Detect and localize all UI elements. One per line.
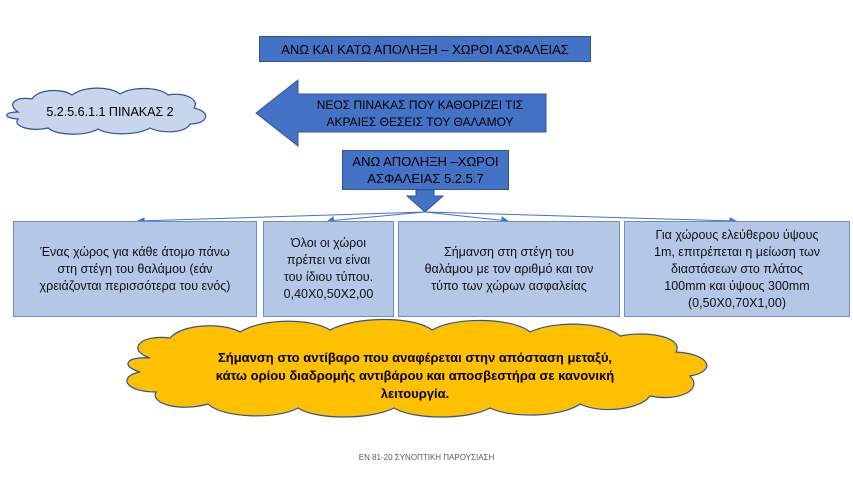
note-cloud-line-2: κάτω ορίου διαδρομής αντιβάρου και αποσβεστήρα σε κανονική [215,368,615,383]
card-2-line-2: πρέπει να είναι [286,253,371,267]
card-roof-marking [398,221,620,317]
card-4-line-4: 100mm και ύψους 300mm [664,278,810,293]
card-same-type [263,221,394,317]
note-cloud-line-3: λειτουργία. [380,386,450,401]
card-2-line-4: 0,40Χ0,50Χ2,00 [283,287,374,301]
slide-title [259,36,591,62]
subheading-line-2: ΑΣΦΑΛΕΙΑΣ 5.2.5.7 [367,171,484,186]
card-3-line-1: Σήμανση στη στέγη του [443,244,575,259]
card-1-line-2: στη στέγη του θαλάμου (εάν [57,261,213,276]
card-3-line-2: θαλάμου με τον αριθμό και τον [424,261,594,276]
card-4-line-5: (0,50Χ0,70Χ1,00) [688,295,786,310]
arrow-text-line-1: ΝΕΟΣ ΠΙΝΑΚΑΣ ΠΟΥ ΚΑΘΟΡΙΖΕΙ ΤΙΣ [316,98,524,112]
card-1-line-3: χρειάζονται περισσότερα του ενός) [39,278,231,293]
note-cloud [127,320,707,418]
card-reduced-dimensions [624,221,850,317]
card-1-line-1: Ένας χώρος για κάθε άτομο πάνω [40,244,230,259]
down-arrow-shape [407,190,443,212]
subheading-line-1: ΑΝΩ ΑΠΟΛΗΞΗ –ΧΩΡΟΙ [352,154,499,169]
slide-title-text: ΑΝΩ ΚΑΙ ΚΑΤΩ ΑΠΟΛΗΞΗ – ΧΩΡΟΙ ΑΣΦΑΛΕΙΑΣ [281,41,569,57]
subheading-box [342,150,509,190]
left-arrow-shape [256,80,546,146]
reference-cloud [7,88,206,134]
reference-cloud-text: 5.2.5.6.1.1 ΠΙΝΑΚΑΣ 2 [46,105,174,119]
slide-footer: ΕΝ 81-20 ΣΥΝΟΠΤΙΚΗ ΠΑΡΟΥΣΙΑΣΗ [358,453,495,462]
card-4-line-3: διαστάσεων στο πλάτος [671,261,803,276]
arrow-text-line-2: ΑΚΡΑΙΕΣ ΘΕΣΕΙΣ ΤΟΥ ΘΑΛΑΜΟΥ [326,115,514,129]
card-4-line-1: Για χώρους ελεύθερου ύψους [655,227,819,242]
card-2-line-3: του ίδιου τύπου. [283,270,374,284]
card-one-person-space [13,221,257,317]
card-2-line-1: Όλοι οι χώροι [291,236,366,250]
note-cloud-line-1: Σήμανση στο αντίβαρο που αναφέρεται στην απόσταση μεταξύ, [217,350,613,365]
card-3-line-3: τύπο των χώρων ασφαλείας [431,278,587,293]
card-4-line-2: 1m, επιτρέπεται η μείωση των [654,244,820,259]
